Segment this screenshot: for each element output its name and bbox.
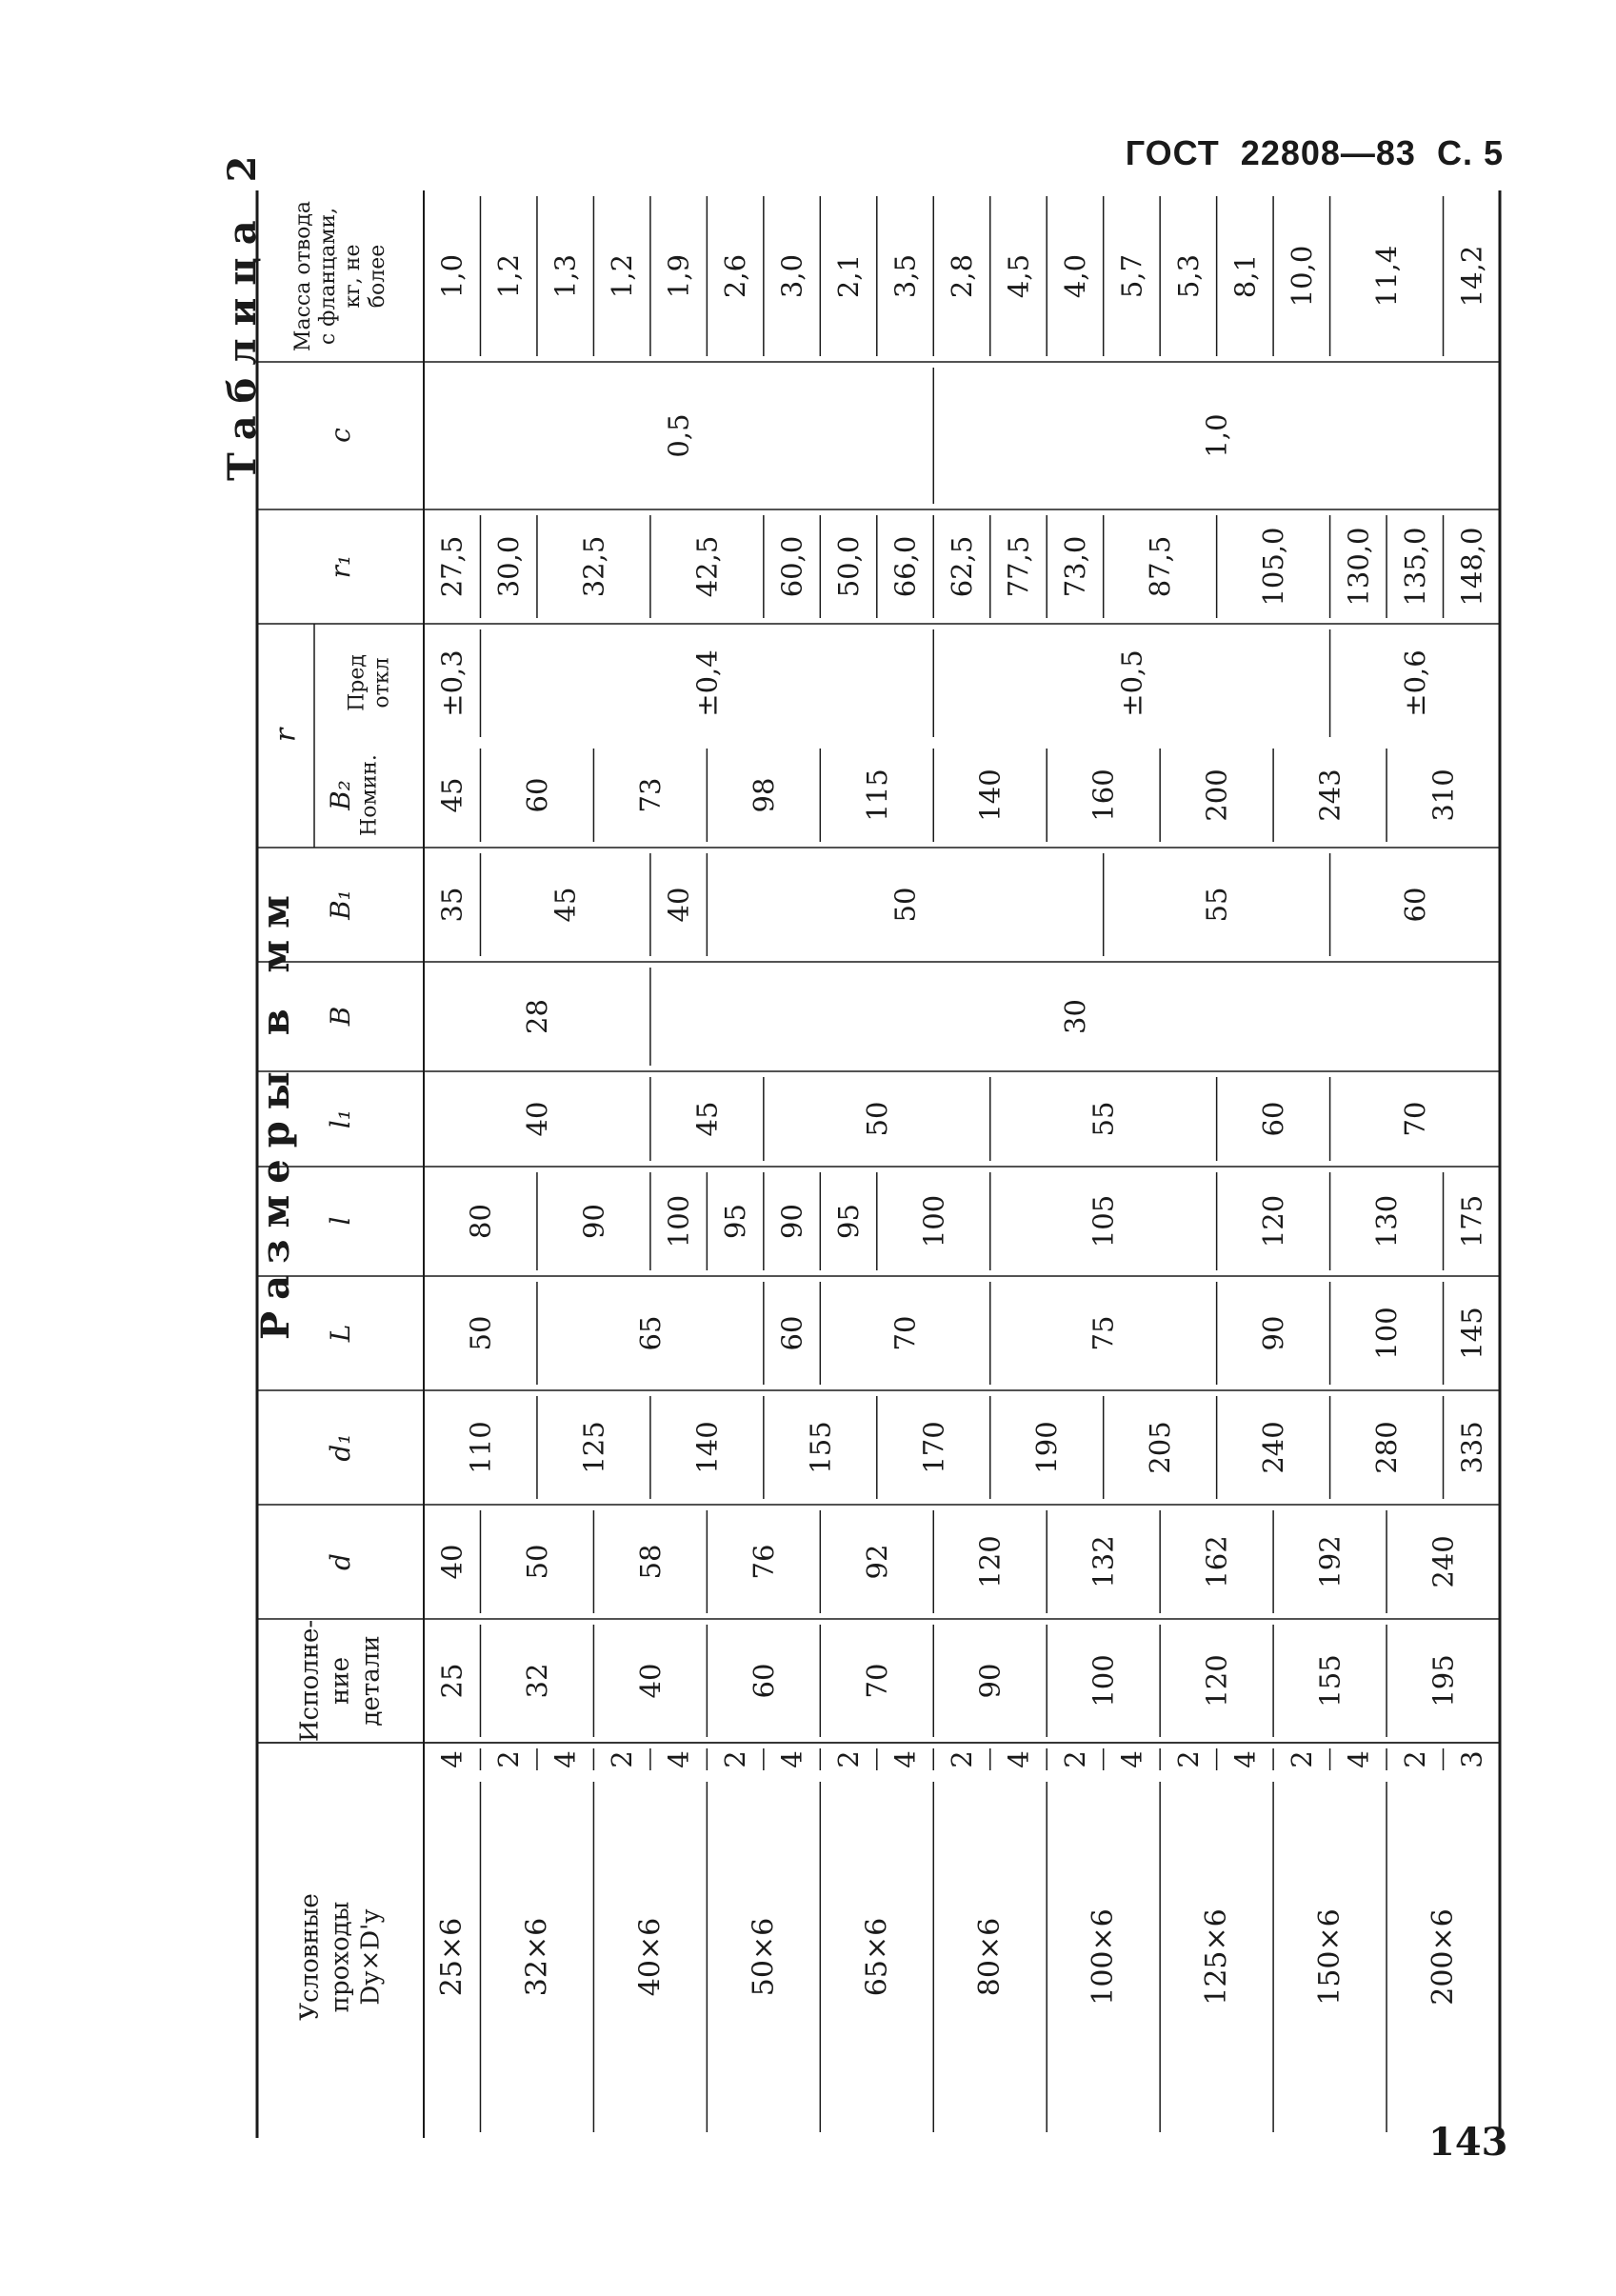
variant-cell: 2	[1398, 1750, 1431, 1768]
header-r1: r₁	[325, 554, 356, 579]
header-variant-line: детали	[356, 1635, 386, 1727]
r1-cell: 148,0	[1455, 527, 1488, 607]
d1-cell: 58	[633, 1544, 667, 1580]
header-mass-line: кг, не	[341, 244, 365, 309]
B-cell: 40	[520, 1101, 553, 1137]
r_nom-cell: 160	[1087, 769, 1120, 822]
B-cell: 60	[1257, 1101, 1290, 1137]
header-l: l	[325, 1216, 356, 1226]
d-cell: 40	[633, 1663, 667, 1699]
mass-cell: 8,1	[1228, 253, 1262, 299]
r1-cell: 50,0	[832, 535, 866, 598]
header-variant-line: Исполне-	[295, 1619, 325, 1743]
header-c: c	[325, 428, 356, 443]
d-cell: 90	[973, 1663, 1007, 1699]
B2-cell: 35	[435, 887, 469, 923]
c-cell: 1,0	[1200, 413, 1233, 458]
r1-cell: 42,5	[690, 535, 724, 598]
variant-cell: 3	[1455, 1750, 1488, 1768]
d1-cell: 192	[1313, 1535, 1347, 1588]
r_dev-cell: ±0,5	[1115, 649, 1148, 717]
B-cell: 45	[690, 1101, 724, 1137]
r1-cell: 105,0	[1257, 527, 1290, 607]
mass-cell: 3,0	[775, 253, 808, 299]
mass-cell: 5,7	[1115, 253, 1148, 299]
B-cell: 50	[860, 1101, 893, 1137]
d-cell: 195	[1426, 1654, 1460, 1707]
mass-cell: 1,0	[435, 253, 469, 299]
l-cell: 65	[633, 1315, 667, 1351]
variant-cell: 2	[492, 1750, 526, 1768]
l1-cell: 130	[1370, 1194, 1404, 1248]
mass-cell: 11,4	[1370, 245, 1404, 308]
L-cell: 125	[577, 1421, 610, 1474]
passage-cell: 40×6	[633, 1917, 668, 1997]
d-cell: 120	[1200, 1654, 1233, 1707]
passage-cell: 65×6	[860, 1917, 894, 1997]
variant-cell: 4	[435, 1750, 469, 1768]
d1-cell: 40	[435, 1544, 469, 1580]
r_nom-cell: 310	[1426, 769, 1460, 822]
passage-cell: 25×6	[435, 1917, 469, 1997]
d1-cell: 76	[747, 1544, 780, 1580]
r1-cell: 73,0	[1058, 535, 1091, 598]
d1-cell: 162	[1200, 1535, 1233, 1588]
r_nom-cell: 60	[520, 777, 553, 813]
mass-cell: 2,8	[946, 253, 978, 299]
d-cell: 32	[520, 1663, 553, 1699]
mass-cell: 2,6	[719, 253, 752, 299]
r1-cell: 27,5	[435, 535, 469, 598]
header-B: B	[325, 1006, 356, 1027]
L-cell: 335	[1455, 1421, 1488, 1474]
variant-cell: 2	[719, 1750, 752, 1768]
d-cell: 70	[860, 1663, 893, 1699]
l-cell: 60	[775, 1315, 808, 1351]
header-d: d	[325, 1553, 356, 1570]
L-cell: 140	[690, 1421, 724, 1474]
B1-cell: 30	[1058, 999, 1091, 1034]
c-cell: 0,5	[662, 413, 695, 458]
r_nom-cell: 243	[1313, 769, 1347, 822]
header-passage-line: Условные	[295, 1893, 325, 2021]
header-mass-line: Масса отвода	[291, 200, 315, 352]
header-r: r	[269, 728, 303, 743]
variant-cell: 4	[1228, 1750, 1262, 1768]
d-cell: 155	[1313, 1654, 1347, 1707]
r1-cell: 62,5	[946, 535, 978, 598]
L-cell: 280	[1370, 1421, 1404, 1474]
header-B1: B₁	[325, 889, 356, 920]
table-label: Таблица 2	[220, 143, 265, 481]
r1-cell: 30,0	[492, 535, 526, 598]
mass-cell: 3,5	[888, 253, 922, 299]
d1-cell: 240	[1426, 1535, 1460, 1588]
l-cell: 70	[888, 1315, 922, 1351]
r_dev-cell: ±0,3	[435, 649, 469, 717]
header-d1: d₁	[325, 1433, 356, 1462]
r_nom-cell: 98	[747, 777, 780, 813]
r1-cell: 130,0	[1342, 527, 1375, 607]
variant-cell: 2	[606, 1750, 639, 1768]
variant-cell: 2	[1285, 1750, 1318, 1768]
L-cell: 240	[1257, 1421, 1290, 1474]
l1-cell: 80	[464, 1204, 497, 1239]
units-label: Размеры в мм	[253, 884, 298, 1340]
B2-cell: 55	[1200, 887, 1233, 923]
r1-cell: 135,0	[1398, 527, 1431, 607]
L-cell: 110	[464, 1421, 497, 1474]
L-cell: 170	[917, 1421, 950, 1474]
r_dev-cell: ±0,4	[690, 649, 724, 717]
variant-cell: 4	[1002, 1750, 1035, 1768]
page-number: 143	[1428, 2120, 1508, 2165]
d-cell: 60	[747, 1663, 780, 1699]
L-cell: 190	[1030, 1421, 1064, 1474]
variant-cell: 2	[946, 1750, 978, 1768]
mass-cell: 1,2	[492, 253, 526, 299]
l1-cell: 120	[1257, 1194, 1290, 1248]
l1-cell: 175	[1455, 1194, 1488, 1248]
header-B2: B₂	[325, 780, 356, 810]
header-L: L	[325, 1324, 356, 1343]
r_dev-cell: ±0,6	[1398, 649, 1431, 717]
variant-cell: 4	[888, 1750, 922, 1768]
passage-cell: 32×6	[520, 1917, 554, 1997]
mass-cell: 2,1	[832, 253, 866, 299]
l1-cell: 100	[917, 1194, 950, 1248]
l-cell: 100	[1370, 1307, 1404, 1360]
header-r-dev-line: Пред	[345, 654, 369, 711]
l1-cell: 100	[662, 1194, 695, 1248]
L-cell: 155	[804, 1421, 837, 1474]
passage-cell: 80×6	[973, 1917, 1008, 1997]
header-r-dev-line: откл	[369, 657, 394, 709]
l-cell: 90	[1257, 1315, 1290, 1351]
B-cell: 55	[1087, 1101, 1120, 1137]
variant-cell: 4	[1115, 1750, 1148, 1768]
l1-cell: 90	[577, 1204, 610, 1239]
header-l1: l₁	[325, 1108, 356, 1129]
passage-cell: 100×6	[1087, 1908, 1121, 2006]
d-cell: 25	[435, 1663, 469, 1699]
header-page-ref: С. 5	[1436, 133, 1504, 172]
variant-cell: 2	[1171, 1750, 1205, 1768]
d1-cell: 132	[1087, 1535, 1120, 1588]
header-mass-line: с фланцами,	[316, 207, 340, 346]
header-passage-line: Dу×D'у	[356, 1908, 386, 2006]
d1-cell: 92	[860, 1544, 893, 1580]
r_nom-cell: 73	[633, 777, 667, 813]
variant-cell: 4	[775, 1750, 808, 1768]
mass-cell: 1,9	[662, 253, 695, 299]
l1-cell: 95	[719, 1204, 752, 1239]
B-cell: 70	[1398, 1101, 1431, 1137]
l-cell: 75	[1087, 1315, 1120, 1351]
variant-cell: 2	[832, 1750, 866, 1768]
B2-cell: 50	[888, 887, 922, 923]
l1-cell: 105	[1087, 1194, 1120, 1248]
header-standard: ГОСТ	[1125, 133, 1220, 172]
B1-cell: 28	[520, 999, 553, 1034]
header-mass-line: более	[366, 244, 389, 309]
r1-cell: 66,0	[888, 535, 922, 598]
r1-cell: 32,5	[577, 535, 610, 598]
r_nom-cell: 45	[435, 777, 469, 813]
d1-cell: 50	[520, 1544, 553, 1580]
d1-cell: 120	[973, 1535, 1007, 1588]
mass-cell: 4,0	[1058, 253, 1091, 299]
r1-cell: 77,5	[1002, 535, 1035, 598]
L-cell: 205	[1144, 1421, 1177, 1474]
variant-cell: 4	[1342, 1750, 1375, 1768]
mass-cell: 14,2	[1455, 245, 1488, 308]
header-variant-line: ние	[326, 1656, 355, 1706]
passage-cell: 200×6	[1426, 1908, 1461, 2006]
r_nom-cell: 115	[860, 769, 893, 822]
d-cell: 100	[1087, 1654, 1120, 1707]
r1-cell: 87,5	[1144, 535, 1177, 598]
B2-cell: 45	[549, 887, 582, 923]
mass-cell: 5,3	[1171, 253, 1205, 299]
variant-cell: 2	[1058, 1750, 1091, 1768]
l1-cell: 95	[832, 1204, 866, 1239]
l-cell: 50	[464, 1315, 497, 1351]
r1-cell: 60,0	[775, 535, 808, 598]
mass-cell: 10,0	[1285, 245, 1318, 308]
r_nom-cell: 140	[973, 769, 1007, 822]
header-r-nom: Номин.	[357, 754, 382, 836]
l-cell: 145	[1455, 1307, 1488, 1360]
mass-cell: 1,3	[549, 253, 582, 299]
passage-cell: 50×6	[747, 1917, 781, 1997]
passage-cell: 125×6	[1200, 1908, 1234, 2006]
header-number: 22808—83	[1240, 133, 1416, 172]
mass-cell: 4,5	[1002, 253, 1035, 299]
variant-cell: 4	[662, 1750, 695, 1768]
B2-cell: 40	[662, 887, 695, 923]
B2-cell: 60	[1398, 887, 1431, 923]
l1-cell: 90	[775, 1204, 808, 1239]
r_nom-cell: 200	[1200, 769, 1233, 822]
passage-cell: 150×6	[1313, 1908, 1347, 2006]
variant-cell: 4	[549, 1750, 582, 1768]
header-passage-line: проходы	[326, 1901, 355, 2013]
mass-cell: 1,2	[606, 253, 639, 299]
